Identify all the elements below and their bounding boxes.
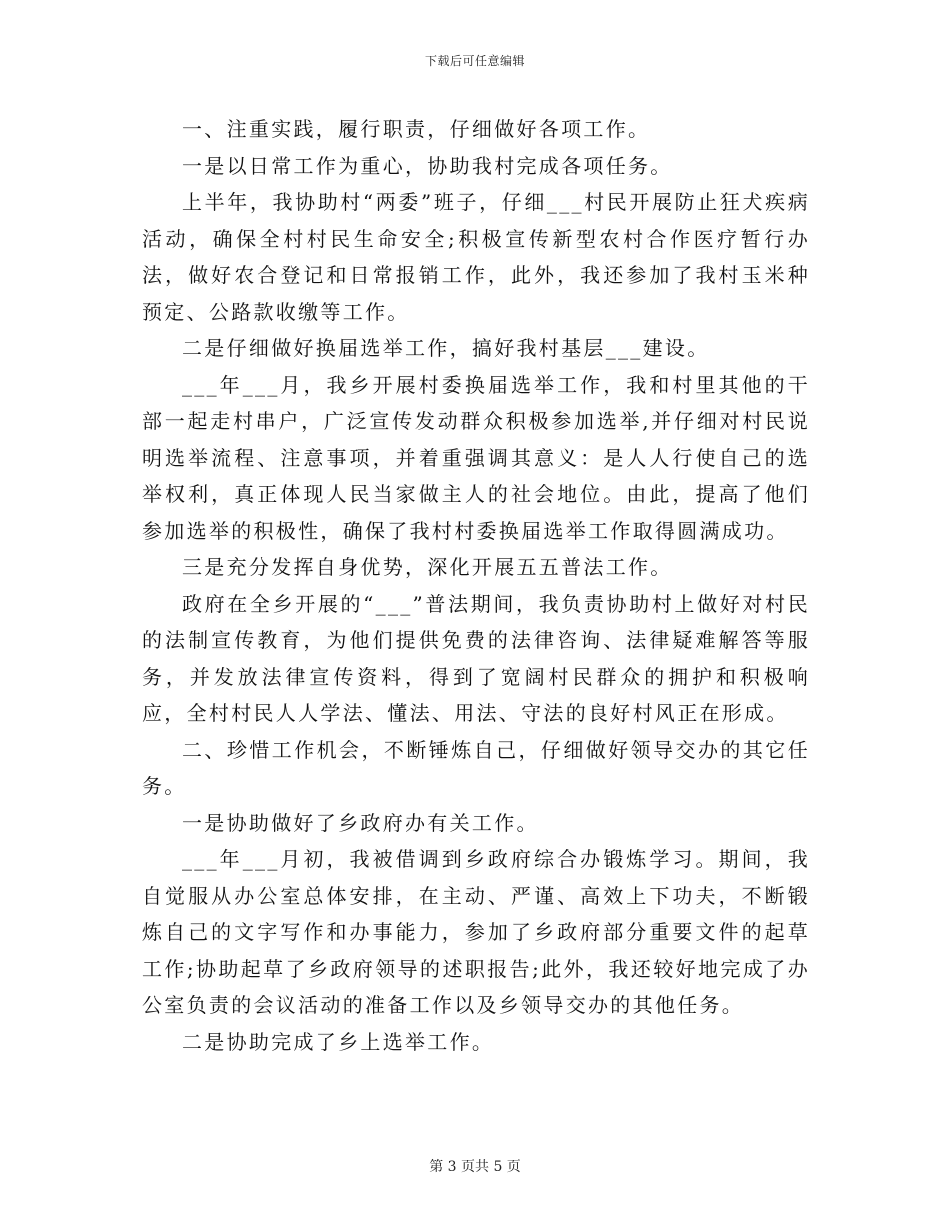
paragraph-township-office: ___年___月初，我被借调到乡政府综合办锻炼学习。期间，我自觉服从办公室总体安排，在主动、严谨、高效上下功夫，不断锻炼自己的文字写作和办事能力，参加了乡政府部分重要文件的起草工作;协助起草了乡政府领导的述职报告;此外，我还较好地完成了办公室负责的会议活动的准备工作以及乡领导交办的其他任务。 xyxy=(142,847,810,1017)
paragraph-village-election: ___年___月，我乡开展村委换届选举工作，我和村里其他的干部一起走村串户，广泛宣传发动群众积极参加选举,并仔细对村民说明选举流程、注意事项，并着重强调其意义：是人人行使自己的选举权利，真正体现人民当家做主人的社会地位。由此，提高了他们参加选举的积极性，确保了我村村委换届选举工作取得圆满成功。 xyxy=(142,372,810,543)
page-header: 下载后可任意编辑 xyxy=(424,54,525,68)
subheading-daily-work: 一是以日常工作为重心，协助我村完成各项任务。 xyxy=(182,153,673,178)
subheading-township-election: 二是协助完成了乡上选举工作。 xyxy=(182,1029,495,1054)
subheading-township-office: 一是协助做好了乡政府办有关工作。 xyxy=(182,810,539,835)
subheading-legal-education: 三是充分发挥自身优势，深化开展五五普法工作。 xyxy=(182,555,673,579)
section-heading-1: 一、注重实践，履行职责，仔细做好各项工作。 xyxy=(182,117,651,141)
section-heading-2: 二、珍惜工作机会，不断锤炼自己，仔细做好领导交办的其它任务。 xyxy=(142,737,810,798)
subheading-election: 二是仔细做好换届选举工作，搞好我村基层___建设。 xyxy=(182,336,710,360)
page-footer: 第 3 页共 5 页 xyxy=(429,1159,521,1175)
document-body xyxy=(142,111,810,1060)
paragraph-first-half-year: 上半年，我协助村“两委”班子，仔细___村民开展防止狂犬疾病活动，确保全村村民生命安全;积极宣传新型农村合作医疗暂行办法，做好农合登记和日常报销工作，此外，我还参加了我村玉米种预定、公路款收缴等工作。 xyxy=(142,190,810,324)
paragraph-legal-education: 政府在全乡开展的“___”普法期间，我负责协助村上做好对村民的法制宣传教育，为他们提供免费的法律咨询、法律疑难解答等服务，并发放法律宣传资料，得到了宽阔村民群众的拥护和积极响应，全村村民人人学法、懂法、用法、守法的良好村风正在形成。 xyxy=(142,591,810,725)
